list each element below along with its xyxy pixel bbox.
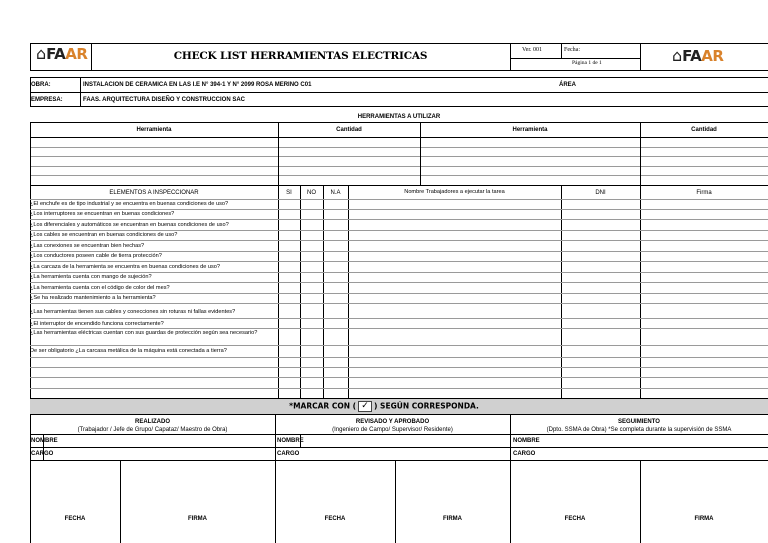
col-firma: Firma <box>696 190 712 196</box>
building-logo-icon: ⌂ <box>36 44 47 63</box>
inspection-item: ¿Los cables se encuentran en buenas condiciones de uso? <box>30 232 178 238</box>
revisado-title: REVISADO Y APROBADO <box>355 419 430 425</box>
tools-section-title: HERRAMIENTAS A UTILIZAR <box>357 114 441 120</box>
building-logo-icon: ⌂ <box>672 46 683 65</box>
inspection-item: ¿La carcaza de la herramienta se encuentra en buenas condiciones de uso? <box>30 264 220 270</box>
col-elementos: ELEMENTOS A INSPECCIONAR <box>109 190 199 196</box>
inspection-item: ¿Los diferenciales y automáticos se encuentran en buenas condiciones de uso? <box>30 222 229 228</box>
cargo-label-seguimiento: CARGO <box>513 451 536 457</box>
revisado-subtitle: (Ingeniero de Campo/ Supervisor/ Residente) <box>332 427 453 433</box>
inspection-item: ¿Los conductores poseen cable de tierra protección? <box>30 253 162 259</box>
inspection-item: De ser obligatorio ¿La carcasa metálica de la máquina está conectada a tierra? <box>30 348 227 354</box>
nombre-label-revisado: NOMBRE <box>277 438 304 444</box>
col-na: N.A <box>330 190 341 196</box>
inspection-item: ¿Los interruptores se encuentran en buenas condiciones? <box>30 211 175 217</box>
page-number-label: Página 1 de 1 <box>572 60 602 66</box>
tools-col-herramienta-1: Herramienta <box>136 127 172 133</box>
inspection-item: ¿Las herramientas eléctricas cuentan con sus guardas de protección según sea necesario? <box>30 330 258 336</box>
empresa-value: FAAS. ARQUITECTURA DISEÑO Y CONSTRUCCION SAC <box>83 97 246 103</box>
firma-label-revisado: FIRMA <box>443 516 462 522</box>
realizado-title: REALIZADO <box>135 419 170 425</box>
area-label: ÁREA <box>559 82 577 88</box>
inspection-item: ¿La herramienta cuenta con mango de sujeción? <box>30 274 152 280</box>
col-no: NO <box>307 190 316 196</box>
fecha-label-realizado: FECHA <box>64 516 86 522</box>
inspection-item: ¿Las herramientas tienen sus cables y conecciones sin roturas ni fallas evidentes? <box>30 309 236 315</box>
inspection-item: ¿Se ha realizado mantenimiento a la herramienta? <box>30 295 156 301</box>
inspection-item: ¿El enchufe es de tipo industrial y se encuentra en buenas condiciones de uso? <box>30 201 229 207</box>
col-si: SI <box>286 190 292 196</box>
firma-label-seguimiento: FIRMA <box>694 516 714 522</box>
cargo-label-realizado: CARGO <box>31 451 54 457</box>
cargo-label-revisado: CARGO <box>277 451 300 457</box>
col-dni: DNI <box>595 190 606 196</box>
empresa-label: EMPRESA: <box>31 97 63 103</box>
realizado-subtitle: (Trabajador / Jefe de Grupo/ Capataz/ Maestro de Obra) <box>77 427 228 433</box>
seguimiento-title: SEGUIMIENTO <box>618 419 660 425</box>
fecha-label-revisado: FECHA <box>324 516 346 522</box>
obra-value: INSTALACION DE CERAMICA EN LAS I.E N° 394-1 Y N° 2099 ROSA MERINO C01 <box>83 82 312 88</box>
version-label: Ver. 001 <box>522 47 542 53</box>
checkmark-icon: ✓ <box>358 401 372 412</box>
inspection-item: ¿El interruptor de encendido funciona correctamente? <box>30 321 164 327</box>
company-logo-left: ⌂ FAAR <box>36 44 88 63</box>
inspection-item: ¿Las conexiones se encuentran bien hechas? <box>30 243 145 249</box>
page-title: CHECK LIST HERRAMIENTAS ELECTRICAS <box>173 50 428 62</box>
tools-col-herramienta-2: Herramienta <box>512 127 548 133</box>
tools-col-cantidad-2: Cantidad <box>691 127 717 133</box>
nombre-label-seguimiento: NOMBRE <box>513 438 540 444</box>
fecha-label-seguimiento: FECHA <box>564 516 586 522</box>
fecha-header-label: Fecha: <box>564 47 580 53</box>
firma-label-realizado: FIRMA <box>188 516 207 522</box>
inspection-item: ¿La herramienta cuenta con el código de color del mes? <box>30 285 170 291</box>
company-logo-right: ⌂ FAAR <box>672 46 724 65</box>
marcar-instruction: *MARCAR CON ( ✓ ) SEGÚN CORRESPONDA. <box>289 401 479 411</box>
tools-col-cantidad-1: Cantidad <box>336 127 362 133</box>
seguimiento-subtitle: (Dpto. SSMA de Obra) *Se completa durante la supervisión de SSMA <box>546 427 732 433</box>
col-nombre-trabajadores: Nombre Trabajadores a ejecutar la tarea <box>404 189 505 195</box>
nombre-label-realizado: NOMBRE <box>31 438 58 444</box>
obra-label: OBRA: <box>31 82 51 88</box>
